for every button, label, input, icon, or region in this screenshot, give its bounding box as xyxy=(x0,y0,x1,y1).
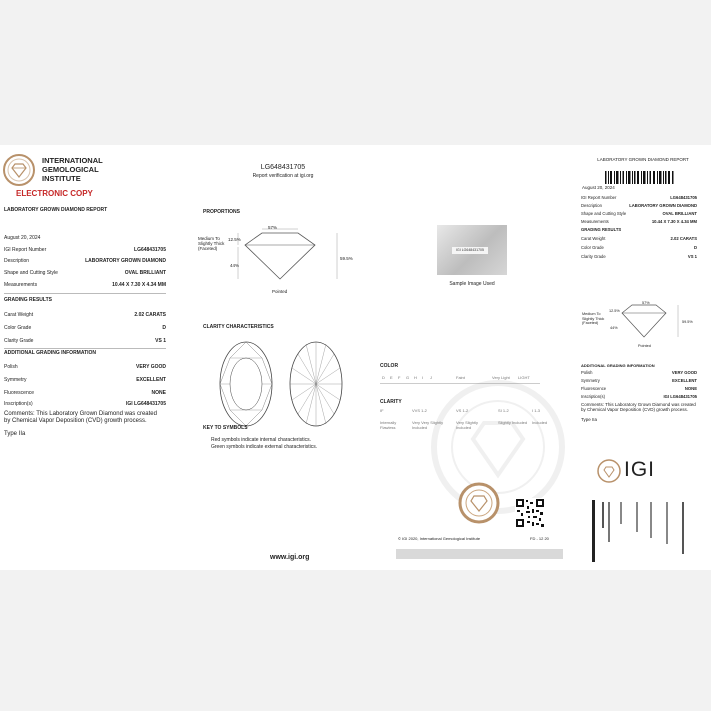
qr-code xyxy=(515,498,545,528)
igi-seal-logo xyxy=(2,153,36,187)
clarity-desc: Slightly Included xyxy=(498,420,528,425)
additional-row: Inscription(s) IGI LG648431705 xyxy=(4,401,166,407)
color-scale-heading: COLOR xyxy=(380,363,399,369)
stub-igi-logo-text: IGI xyxy=(624,458,656,481)
report-number-center: LG648431705 xyxy=(260,164,306,171)
stub-title: LABORATORY GROWN DIAMOND REPORT xyxy=(597,157,689,162)
table-percent: 57% xyxy=(268,225,278,230)
stub-depth-percent: 59.5% xyxy=(682,320,693,324)
color-faint: Faint xyxy=(456,375,465,380)
stub-grading-row: Clarity Grade VS 1 xyxy=(581,254,697,259)
stub-culet-label: Pointed xyxy=(638,344,651,348)
clarity-characteristics-heading: CLARITY CHARACTERISTICS xyxy=(203,324,274,330)
oval-pavilion-plot xyxy=(288,340,344,428)
key-red-line: Red symbols indicate internal characteristics. xyxy=(211,437,312,443)
stub-grading-row: Carat Weight 2.02 CARATS xyxy=(581,236,697,241)
color-letter: I xyxy=(422,375,424,380)
clarity-grade: VS 1-2 xyxy=(456,408,469,413)
website-link[interactable]: www.igi.org xyxy=(270,554,310,561)
stub-row: Description LABORATORY GROWN DIAMOND xyxy=(581,203,697,208)
culet-label: Pointed xyxy=(272,289,288,294)
stub-comments: Comments: This Laboratory Grown Diamond was created by Chemical Vapor Deposition (CVD) growth process. xyxy=(581,402,696,412)
pavilion-percent: 44% xyxy=(230,263,240,268)
rotated-text-bar xyxy=(666,502,668,544)
stub-additional-row: Polish VERY GOOD xyxy=(581,370,697,375)
color-letter: J xyxy=(430,375,432,380)
rotated-text-bar xyxy=(602,502,604,528)
copyright-text: © IGI 2020, International Gemological Institute xyxy=(398,536,481,541)
rotated-text-bar xyxy=(592,500,595,562)
clarity-desc: Included xyxy=(532,420,548,425)
additional-row: Fluorescence NONE xyxy=(4,390,166,396)
rotated-text-bar xyxy=(650,502,652,538)
barcode xyxy=(605,171,675,184)
clarity-scale-heading: CLARITY xyxy=(380,399,402,405)
verification-text: Report verification at igi.org xyxy=(252,173,314,179)
grading-row: Clarity Grade VS 1 xyxy=(4,338,166,344)
girdle-label: Medium To Slightly Thick (Faceted) xyxy=(198,236,225,251)
stub-row: Measurements 10.44 X 7.30 X 4.34 MM xyxy=(581,219,697,224)
detail-row: Measurements 10.44 X 7.30 X 4.34 MM xyxy=(4,282,166,288)
key-green-line: Green symbols indicate external characteristics. xyxy=(211,444,318,450)
key-to-symbols-heading: KEY TO SYMBOLS xyxy=(203,425,248,431)
rotated-text-bar xyxy=(636,502,638,532)
grading-row: Carat Weight 2.02 CARATS xyxy=(4,312,166,318)
clarity-desc: Internally Flawless xyxy=(380,420,397,430)
sample-inscription: IGI LG648431705 xyxy=(452,247,488,254)
stub-pavilion-percent: 44% xyxy=(610,326,618,330)
additional-row: Symmetry EXCELLENT xyxy=(4,377,166,383)
stub-grading-row: Color Grade D xyxy=(581,245,697,250)
oval-crown-plot xyxy=(218,340,274,428)
stub-type: Type IIa xyxy=(581,417,598,422)
diamond-type: Type IIa xyxy=(4,431,26,437)
color-letter: F xyxy=(398,375,401,380)
security-strip xyxy=(396,549,563,559)
sample-image xyxy=(437,225,507,275)
electronic-copy-label: ELECTRONIC COPY xyxy=(16,189,93,198)
detail-row: Description LABORATORY GROWN DIAMOND xyxy=(4,258,166,264)
stub-grading-heading: GRADING RESULTS xyxy=(581,227,622,232)
clarity-grade: VVS 1-2 xyxy=(412,408,427,413)
stub-row: Shape and Cutting Style OVAL BRILLIANT xyxy=(581,211,697,216)
crown-percent: 12.5% xyxy=(228,237,241,242)
org-name xyxy=(42,156,103,183)
clarity-grade: IF xyxy=(380,408,384,413)
stub-additional-row: Fluorescence NONE xyxy=(581,386,697,391)
rotated-text-bar xyxy=(608,502,610,542)
stub-additional-heading: ADDITIONAL GRADING INFORMATION xyxy=(581,363,655,368)
clarity-grade: SI 1-2 xyxy=(498,408,509,413)
stub-row: IGI Report Number LG648431705 xyxy=(581,195,697,200)
stub-girdle-label: Medium To Slightly Thick (Faceted) xyxy=(582,312,605,325)
proportions-heading: PROPORTIONS xyxy=(203,209,240,215)
org-line-3: INSTITUTE xyxy=(42,174,81,183)
report-title: LABORATORY GROWN DIAMOND REPORT xyxy=(4,207,108,213)
sample-caption: Sample Image Used xyxy=(449,281,495,287)
stub-crown-percent: 12.5% xyxy=(609,309,620,313)
additional-info-heading: ADDITIONAL GRADING INFORMATION xyxy=(4,350,97,356)
org-line-1: INTERNATIONAL xyxy=(42,156,103,165)
color-letter: E xyxy=(390,375,393,380)
grading-results-heading: GRADING RESULTS xyxy=(4,297,52,303)
color-very-light: Very Light xyxy=(492,375,510,380)
stub-additional-row: Symmetry EXCELLENT xyxy=(581,378,697,383)
divider xyxy=(4,348,166,349)
rotated-text-bar xyxy=(682,502,684,554)
stub-table-percent: 57% xyxy=(642,301,650,305)
detail-row: IGI Report Number LG648431705 xyxy=(4,247,166,253)
rotated-text-bar xyxy=(620,502,622,524)
stub-igi-seal xyxy=(597,459,621,483)
clarity-desc: Very Slightly Included xyxy=(456,420,479,430)
stub-date: August 20, 2024 xyxy=(582,185,615,190)
form-code: FD - 12 20 xyxy=(530,536,549,541)
color-letter: H xyxy=(414,375,417,380)
color-light: LIGHT xyxy=(518,375,530,380)
divider xyxy=(4,293,166,294)
certificate xyxy=(0,145,711,570)
comments-text: Comments: This Laboratory Grown Diamond was created by Chemical Vapor Deposition (CVD) growth process. xyxy=(4,411,157,424)
depth-percent: 59.5% xyxy=(340,256,353,261)
org-line-2: GEMOLOGICAL xyxy=(42,165,99,174)
igi-gold-seal xyxy=(458,482,500,524)
stub-additional-row: Inscription(s) IGI LG648431705 xyxy=(581,394,697,399)
report-date: August 20, 2024 xyxy=(4,235,41,241)
detail-row: Shape and Cutting Style OVAL BRILLIANT xyxy=(4,270,166,276)
clarity-grade: I 1-3 xyxy=(532,408,541,413)
color-letter: D xyxy=(382,375,385,380)
stub-rotated-block xyxy=(590,500,698,564)
color-letter: G xyxy=(406,375,410,380)
clarity-desc: Very Very Slightly Included xyxy=(412,420,444,430)
grading-row: Color Grade D xyxy=(4,325,166,331)
additional-row: Polish VERY GOOD xyxy=(4,364,166,370)
